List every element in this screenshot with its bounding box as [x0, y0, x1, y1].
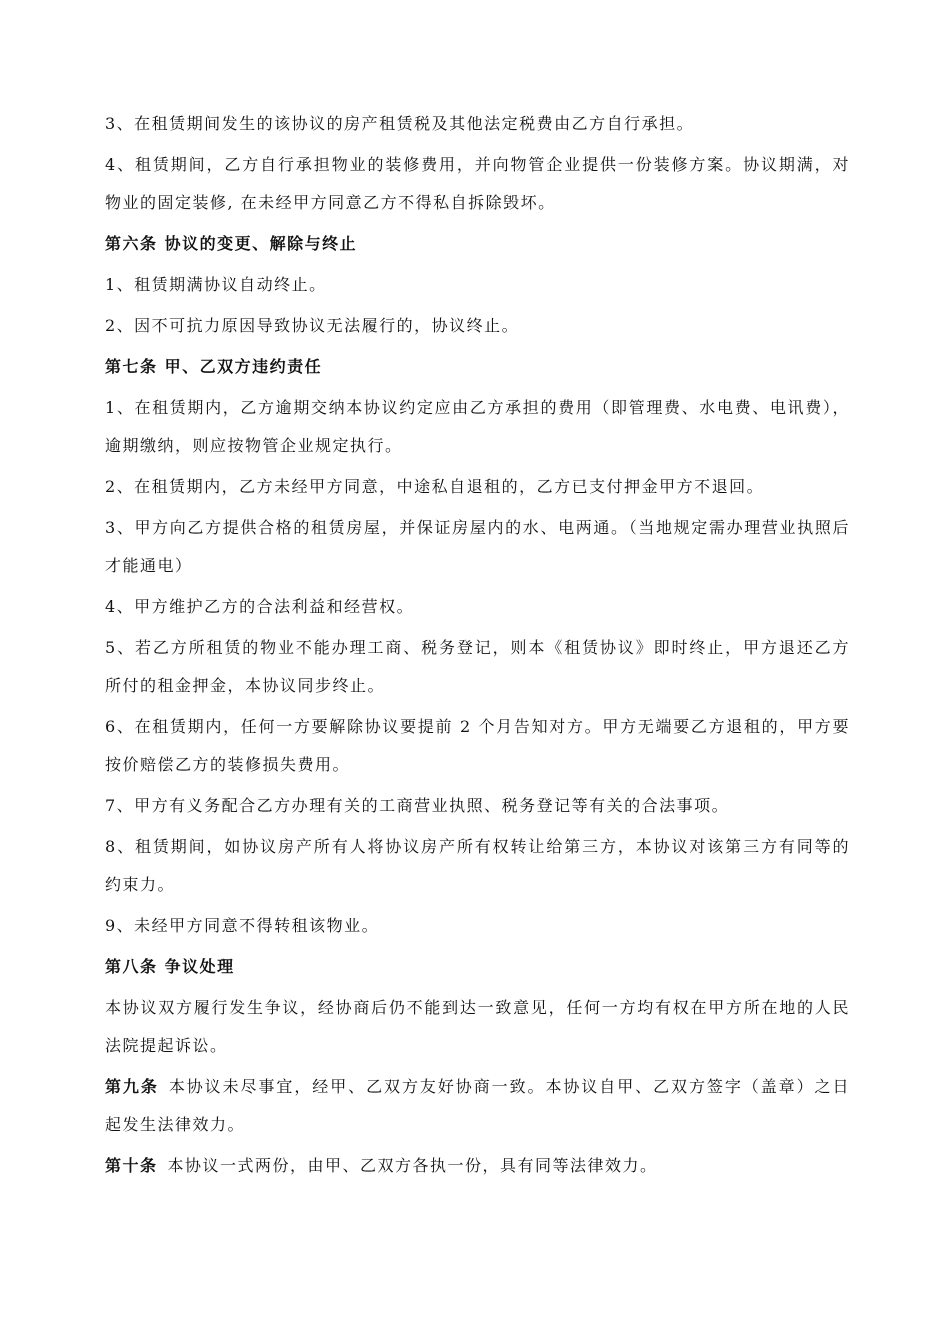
- article-9: [105, 1068, 850, 1144]
- article-10: [105, 1147, 850, 1185]
- clause-5-3: 3、在租赁期间发生的该协议的房产租赁税及其他法定税费由乙方自行承担。: [105, 114, 695, 133]
- clause-7-9: 9、未经甲方同意不得转租该物业。: [105, 916, 380, 935]
- document-page: [105, 105, 850, 1185]
- article-6-heading: 第六条 协议的变更、解除与终止: [105, 234, 358, 253]
- clause-5-4: 4、租赁期间，乙方自行承担物业的装修费用，并向物管企业提供一份装修方案。协议期满，对物业的固定装修, 在未经甲方同意乙方不得私自拆除毁坏。: [105, 155, 850, 212]
- article-9-body: 本协议未尽事宜，经甲、乙双方友好协商一致。本协议自甲、乙双方签字（盖章）之日起发生法律效力。: [105, 1077, 850, 1134]
- clause-7-8: 8、租赁期间，如协议房产所有人将协议房产所有权转让给第三方，本协议对该第三方有同等的约束力。: [105, 837, 850, 894]
- article-7-heading: 第七条 甲、乙双方违约责任: [105, 357, 323, 376]
- clause-7-7: 7、甲方有义务配合乙方办理有关的工商营业执照、税务登记等有关的合法事项。: [105, 796, 730, 815]
- clause-7-6: 6、在租赁期内，任何一方要解除协议要提前 2 个月告知对方。甲方无端要乙方退租的，甲方要按价赔偿乙方的装修损失费用。: [105, 717, 850, 774]
- article-8-body: 本协议双方履行发生争议，经协商后仍不能到达一致意见，任何一方均有权在甲方所在地的人民法院提起诉讼。: [105, 998, 850, 1055]
- article-10-body: 本协议一式两份，由甲、乙双方各执一份，具有同等法律效力。: [167, 1156, 658, 1175]
- clause-6-1: 1、租赁期满协议自动终止。: [105, 275, 327, 294]
- clause-7-3: 3、甲方向乙方提供合格的租赁房屋，并保证房屋内的水、电两通。（当地规定需办理营业执照后才能通电）: [105, 518, 850, 575]
- clause-7-1: 1、在租赁期内，乙方逾期交纳本协议约定应由乙方承担的费用（即管理费、水电费、电讯费），逾期缴纳，则应按物管企业规定执行。: [105, 398, 850, 455]
- clause-7-4: 4、甲方维护乙方的合法利益和经营权。: [105, 597, 415, 616]
- article-8-heading: 第八条 争议处理: [105, 957, 235, 976]
- clause-6-2: 2、因不可抗力原因导致协议无法履行的，协议终止。: [105, 316, 520, 335]
- clause-7-2: 2、在租赁期内，乙方未经甲方同意，中途私自退租的，乙方已支付押金甲方不退回。: [105, 477, 765, 496]
- article-9-lead: 第九条: [105, 1077, 159, 1096]
- article-10-lead: 第十条: [105, 1156, 158, 1175]
- clause-7-5: 5、若乙方所租赁的物业不能办理工商、税务登记，则本《租赁协议》即时终止，甲方退还乙方所付的租金押金，本协议同步终止。: [105, 638, 850, 695]
